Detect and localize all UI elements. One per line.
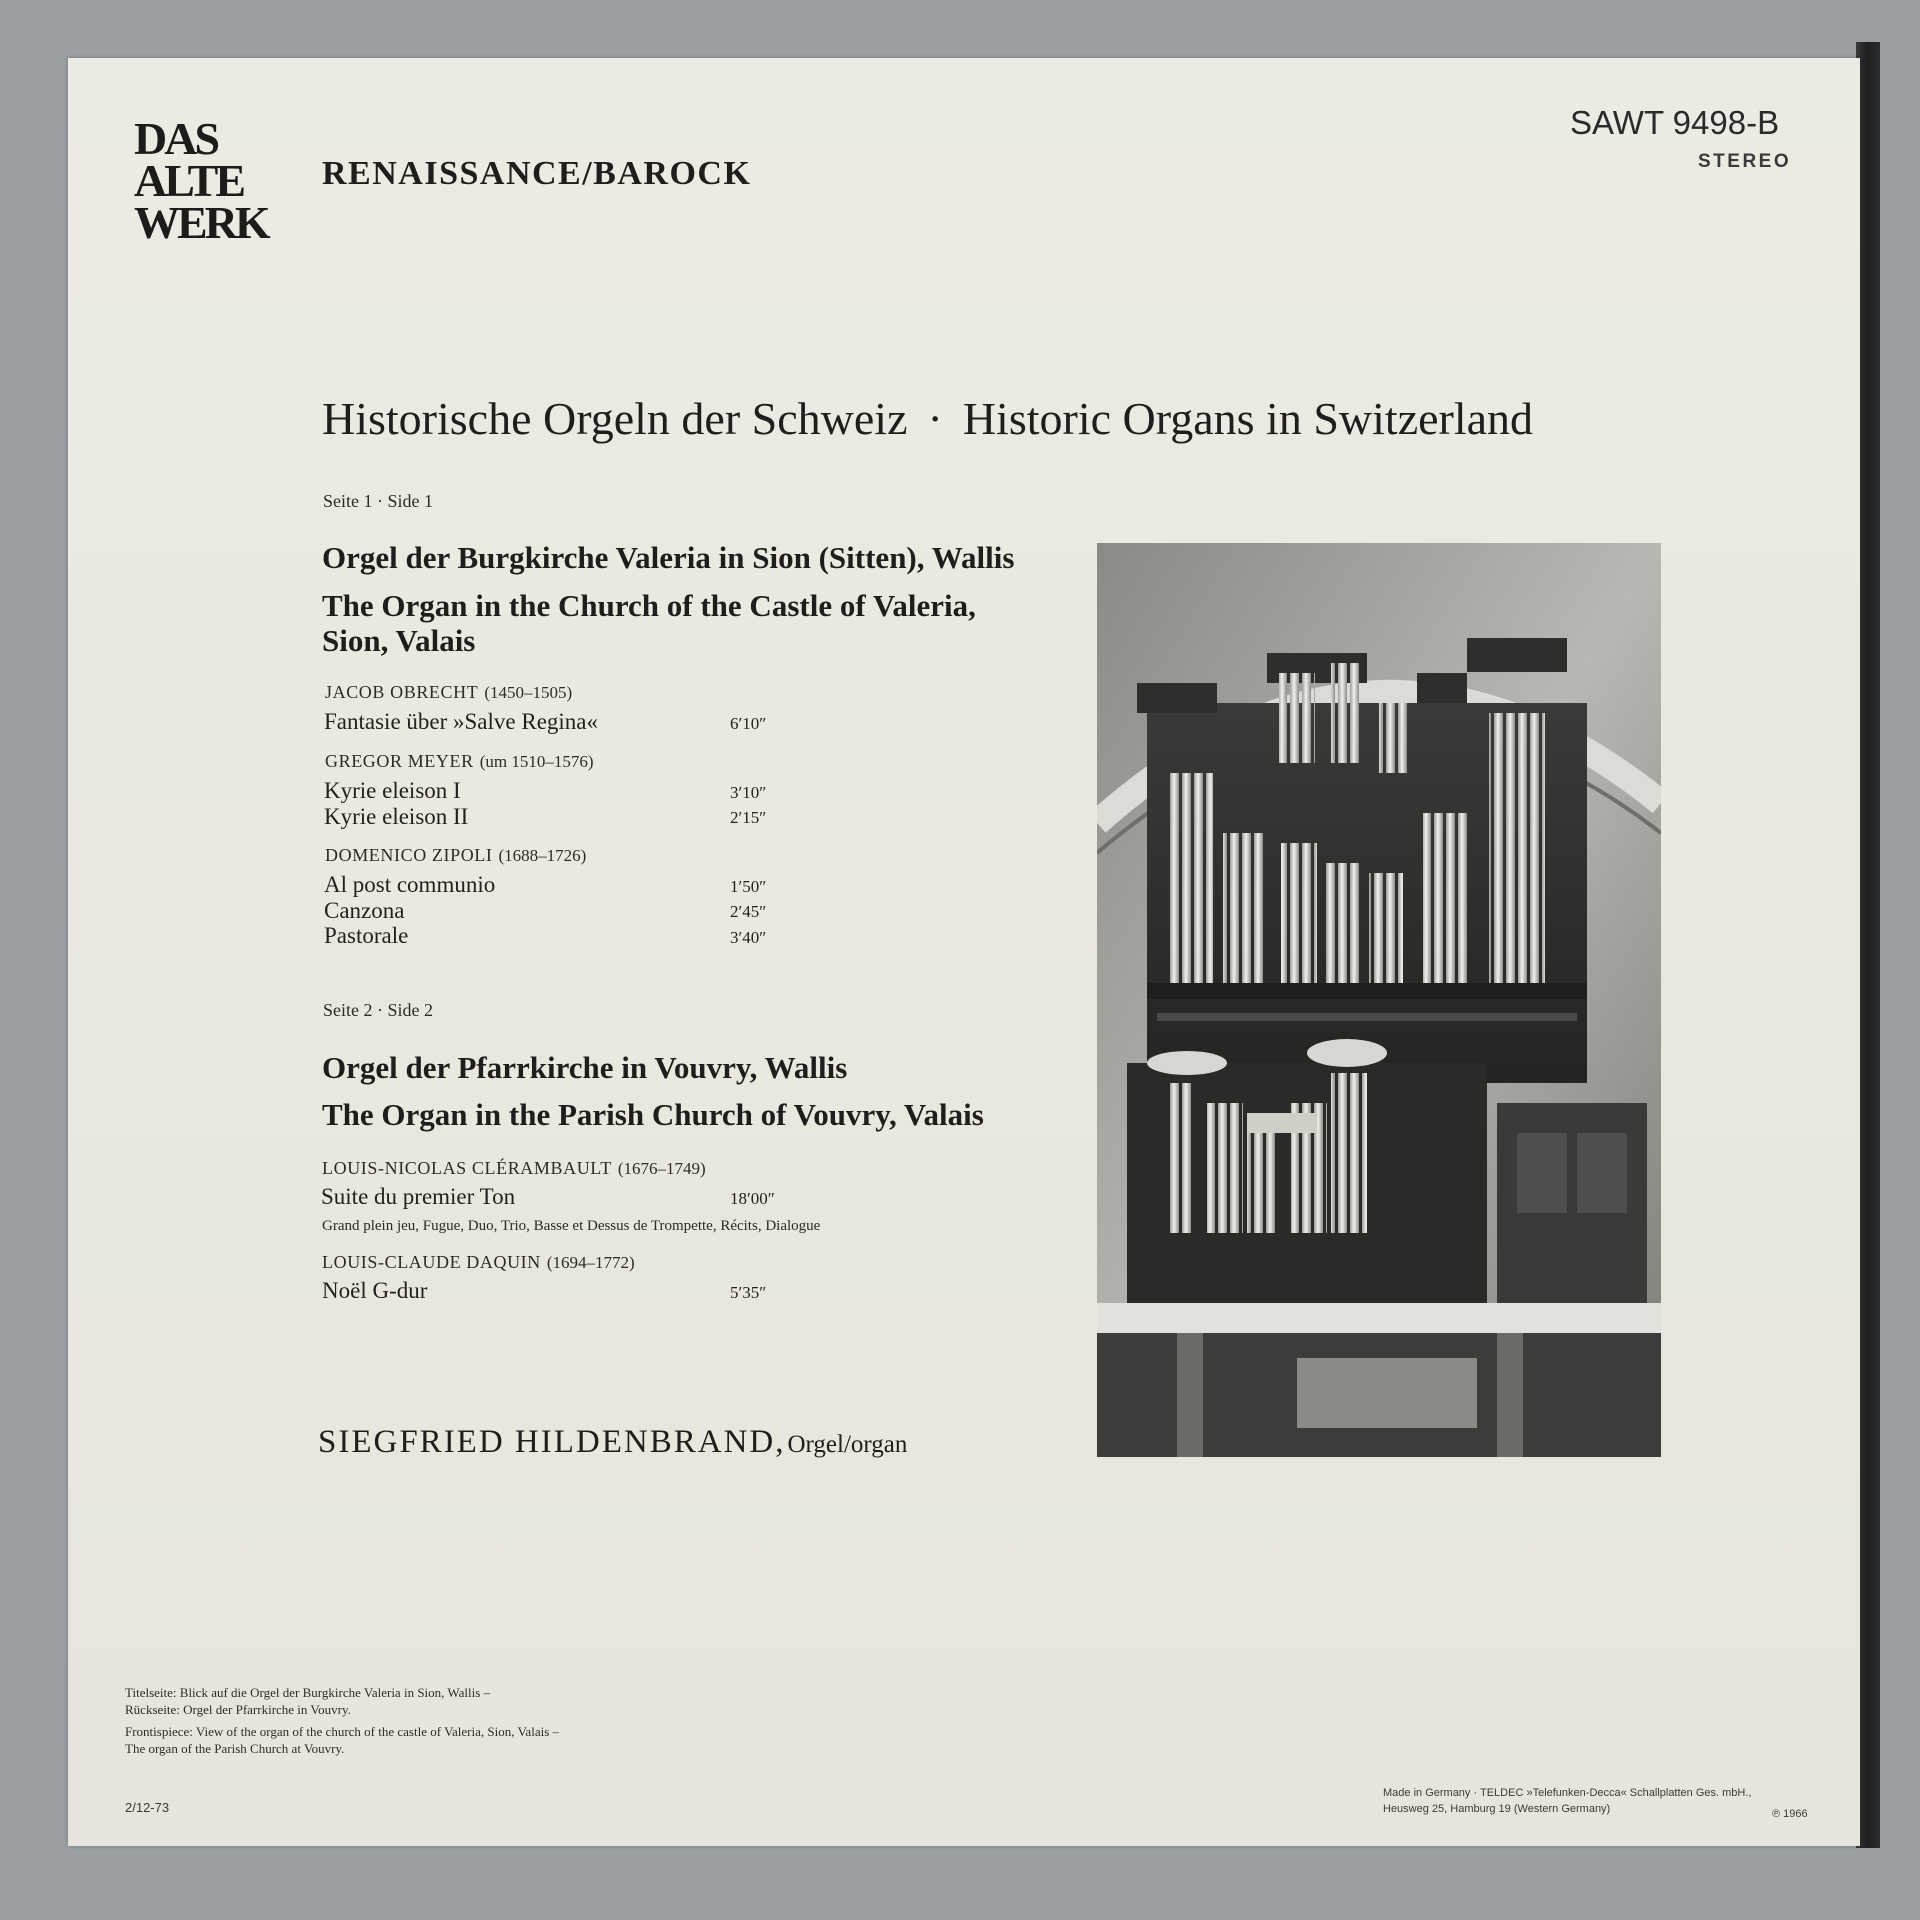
catalog-number: SAWT 9498-B [1570, 104, 1780, 141]
work-duration: 5′35″ [730, 1283, 767, 1302]
phonogram-year: ℗ 1966 [1772, 1808, 1808, 1820]
side1-organ-en-line2: Sion, Valais [322, 623, 476, 658]
credit-de-line1: Titelseite: Blick auf die Orgel der Burgkirche Valeria in Sion, Wallis – [125, 1685, 491, 1700]
composer-name: LOUIS-CLAUDE DAQUIN [322, 1252, 541, 1272]
work-title: Pastorale [324, 923, 409, 948]
side1-organ-de: Orgel der Burgkirche Valeria in Sion (Sitten), Wallis [322, 540, 1015, 575]
work-duration: 6′10″ [730, 714, 767, 733]
work-duration: 3′40″ [730, 928, 767, 947]
work-title: Kyrie eleison II [324, 804, 469, 829]
composer-dates: (1450–1505) [484, 683, 573, 702]
composer-meyer [325, 751, 594, 772]
work-title: Canzona [324, 898, 405, 923]
composer-name: GREGOR MEYER [325, 751, 474, 771]
stereo-label: STEREO [1698, 151, 1792, 172]
side2-organ-en: The Organ in the Parish Church of Vouvry, Valais [322, 1097, 984, 1132]
performer-role: Orgel/organ [787, 1431, 908, 1458]
composer-name: DOMENICO ZIPOLI [325, 845, 493, 865]
side2-organ-de: Orgel der Pfarrkirche in Vouvry, Wallis [322, 1050, 848, 1085]
work-title: Al post communio [324, 872, 496, 897]
made-in-line1: Made in Germany · TELDEC »Telefunken-Decca« Schallplatten Ges. mbH., [1383, 1787, 1752, 1799]
composer-dates: (1676–1749) [617, 1159, 706, 1178]
composer-zipoli [325, 845, 586, 866]
side1-label: Seite 1 · Side 1 [323, 491, 433, 511]
title-german: Historische Orgeln der Schweiz [322, 393, 908, 444]
performer [318, 1424, 907, 1461]
das-alte-werk-logo [130, 112, 290, 244]
print-code: 2/12-73 [125, 1800, 170, 1815]
logo-line-1: DAS [134, 113, 218, 164]
composer-name: LOUIS-NICOLAS CLÉRAMBAULT [322, 1158, 612, 1178]
album-title [322, 392, 1533, 445]
title-english: Historic Organs in Switzerland [962, 393, 1534, 444]
composer-dates: (1694–1772) [546, 1253, 635, 1272]
composer-daquin [322, 1252, 635, 1273]
work-title: Fantasie über »Salve Regina« [324, 709, 599, 734]
logo-line-2: ALTE [134, 155, 244, 206]
work-duration: 1′50″ [730, 877, 767, 896]
title-separator: · [927, 393, 943, 444]
organ-photo [1097, 543, 1661, 1457]
composer-dates: (um 1510–1576) [479, 752, 594, 771]
work-title: Noël G-dur [322, 1278, 428, 1303]
side1-organ-en-line1: The Organ in the Church of the Castle of Valeria, [322, 588, 976, 623]
credit-de-line2: Rückseite: Orgel der Pfarrkirche in Vouvry. [125, 1702, 351, 1717]
work-duration: 18′00″ [730, 1189, 775, 1208]
credit-en-line1: Frontispiece: View of the organ of the church of the castle of Valeria, Sion, Valais – [125, 1724, 560, 1739]
composer-dates: (1688–1726) [498, 846, 587, 865]
series-name: RENAISSANCE/BAROCK [322, 155, 752, 192]
work-duration: 2′45″ [730, 902, 767, 921]
made-in-line2: Heusweg 25, Hamburg 19 (Western Germany) [1383, 1803, 1611, 1815]
composer-clerambault [322, 1158, 706, 1179]
logo-line-3: WERK [134, 197, 268, 244]
work-title: Kyrie eleison I [324, 778, 461, 803]
suite-movements: Grand plein jeu, Fugue, Duo, Trio, Basse et Dessus de Trompette, Récits, Dialogue [322, 1218, 821, 1234]
composer-name: JACOB OBRECHT [325, 682, 479, 702]
credit-en-line2: The organ of the Parish Church at Vouvry. [125, 1741, 345, 1756]
performer-name: SIEGFRIED HILDENBRAND, [318, 1424, 786, 1460]
composer-obrecht [325, 682, 572, 703]
work-duration: 2′15″ [730, 808, 767, 827]
work-duration: 3′10″ [730, 783, 767, 802]
side2-label: Seite 2 · Side 2 [323, 1000, 433, 1020]
work-title: Suite du premier Ton [321, 1184, 516, 1209]
